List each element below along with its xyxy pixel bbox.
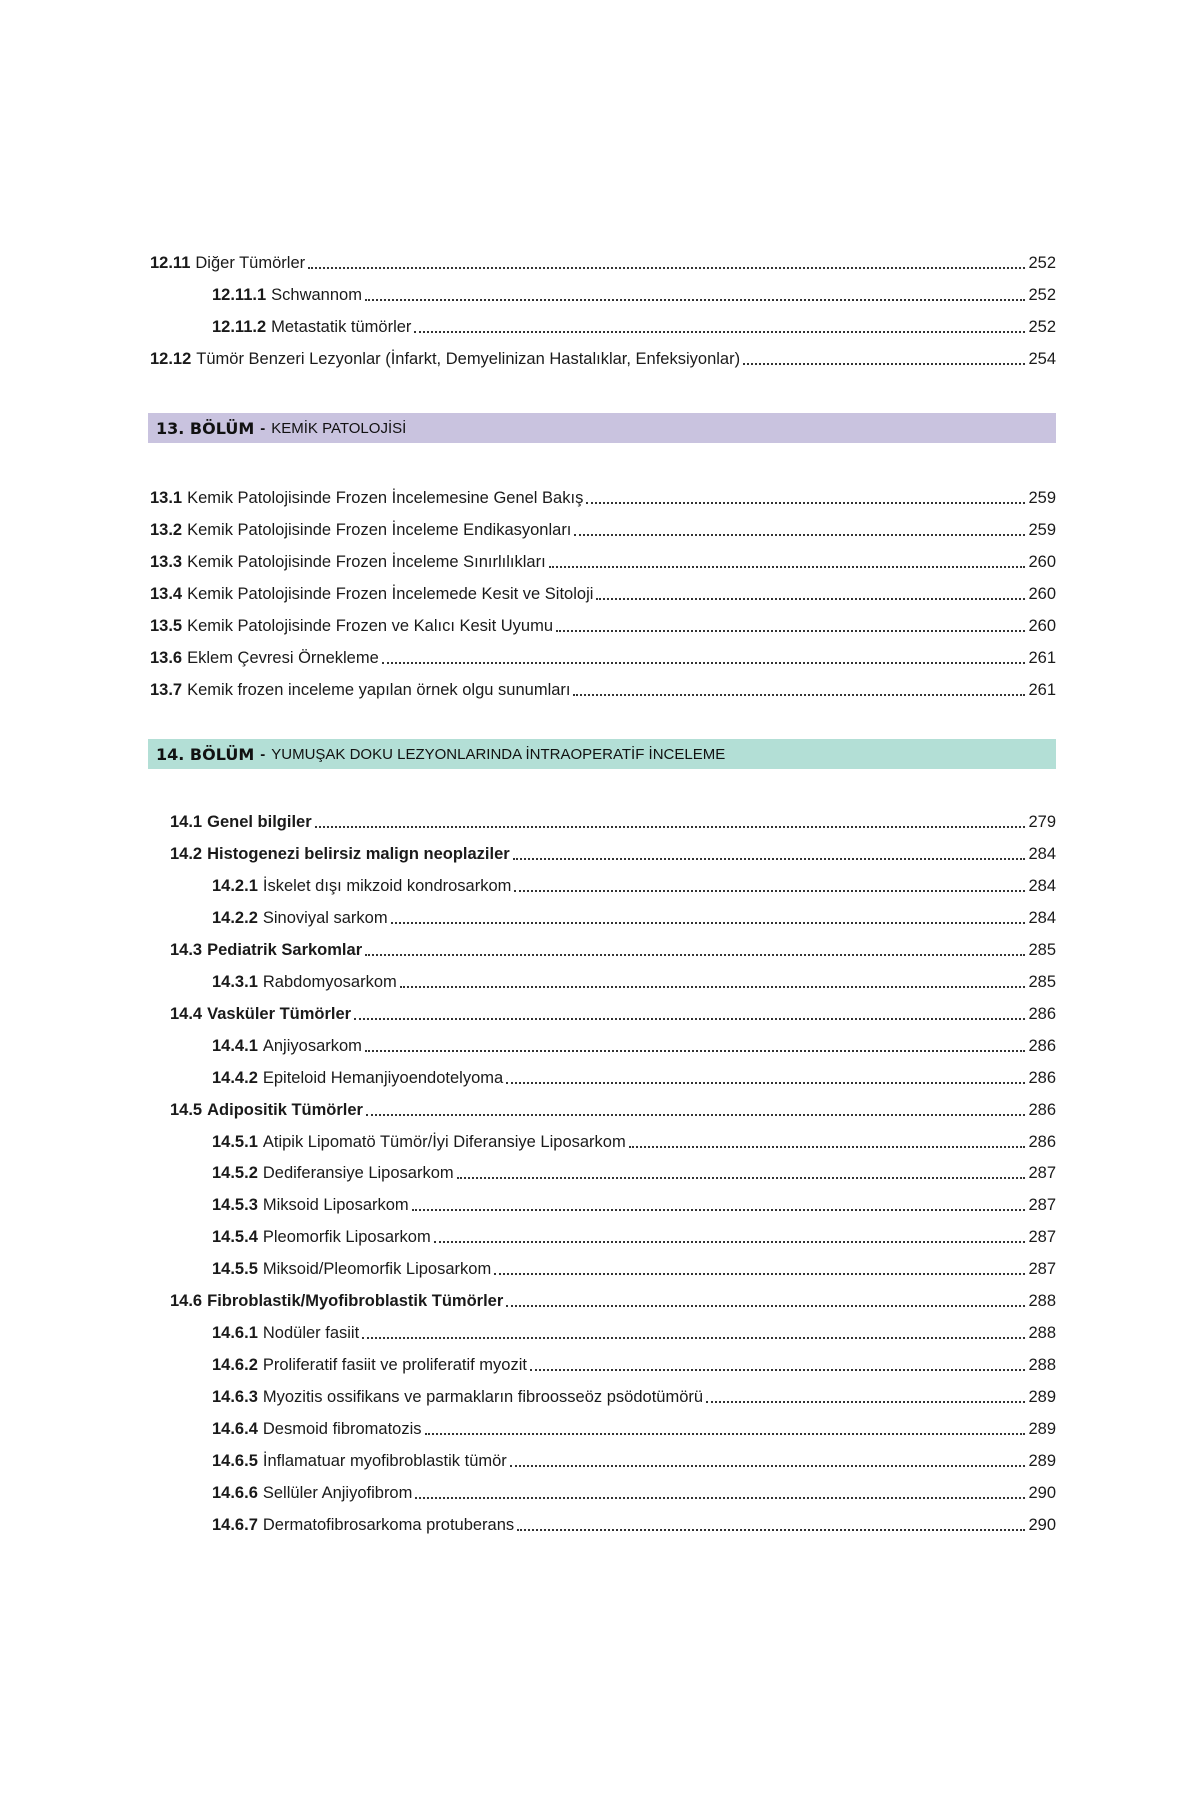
dot-leader xyxy=(517,1529,1025,1531)
dot-leader xyxy=(382,662,1026,664)
dot-leader xyxy=(574,534,1025,536)
dot-leader xyxy=(365,1050,1026,1052)
toc-entry[interactable] xyxy=(150,614,1056,638)
section-number: 14.2 xyxy=(170,844,203,863)
page-number: 286 xyxy=(1028,1132,1056,1151)
page-number: 288 xyxy=(1028,1324,1056,1343)
dot-leader xyxy=(549,566,1026,568)
toc-entry[interactable] xyxy=(212,1481,1056,1505)
toc-entry[interactable] xyxy=(212,1353,1056,1377)
chapter-14-banner xyxy=(148,739,1056,769)
section-title: Pediatrik Sarkomlar xyxy=(207,940,363,959)
page-number: 287 xyxy=(1028,1228,1056,1247)
section-title: Miksoid/Pleomorfik Liposarkom xyxy=(262,1260,492,1279)
toc-entry[interactable] xyxy=(212,1066,1056,1090)
dot-leader xyxy=(506,1305,1025,1307)
toc-entry[interactable] xyxy=(150,582,1056,606)
page-number: 286 xyxy=(1028,1068,1056,1087)
dot-leader xyxy=(596,598,1025,600)
toc-entry-12-11[interactable] xyxy=(150,251,1056,275)
toc-entry[interactable] xyxy=(170,810,1056,834)
chapter-title: KEMİK PATOLOJİSİ xyxy=(271,419,407,437)
section-number: 14.5.1 xyxy=(212,1132,258,1151)
dot-leader xyxy=(629,1146,1026,1148)
section-number: 13.1 xyxy=(150,489,183,507)
dot-leader xyxy=(366,1114,1025,1116)
section-title: Adipositik Tümörler xyxy=(207,1100,363,1119)
toc-entry[interactable] xyxy=(170,1098,1056,1122)
section-number: 14.6 xyxy=(170,1292,203,1311)
section-title: Myozitis ossifikans ve parmakların fibroosseöz psödotümörü xyxy=(262,1388,704,1407)
section-title: Fibroblastik/Myofibroblastik Tümörler xyxy=(207,1292,504,1311)
section-title: Dediferansiye Liposarkom xyxy=(262,1164,454,1183)
page-number: 290 xyxy=(1028,1483,1056,1502)
chapter-separator: - xyxy=(260,745,266,763)
dot-leader xyxy=(586,502,1025,504)
dot-leader xyxy=(362,1337,1025,1339)
section-number: 14.4.2 xyxy=(212,1068,258,1087)
page-number: 252 xyxy=(1028,254,1056,272)
toc-entry[interactable] xyxy=(212,1161,1056,1185)
dot-leader xyxy=(425,1433,1026,1435)
section-number: 14.3.1 xyxy=(212,972,258,991)
section-title: Desmoid fibromatozis xyxy=(262,1420,422,1439)
page-number: 260 xyxy=(1028,585,1056,603)
page-number: 288 xyxy=(1028,1356,1056,1375)
dot-leader xyxy=(743,363,1025,365)
dot-leader xyxy=(434,1241,1026,1243)
toc-entry[interactable] xyxy=(212,1513,1056,1537)
section-title: Anjiyosarkom xyxy=(262,1036,362,1055)
section-number: 14.6.5 xyxy=(212,1452,258,1470)
page-number: 252 xyxy=(1028,286,1056,304)
chapter-number: 13. BÖLÜM xyxy=(156,418,255,438)
dot-leader xyxy=(414,331,1025,333)
section-number: 14.5.2 xyxy=(212,1164,258,1183)
section-number: 14.2.1 xyxy=(212,876,258,895)
page-number: 289 xyxy=(1028,1420,1056,1439)
page-number: 286 xyxy=(1028,1004,1056,1023)
section-number: 12.11.2 xyxy=(212,318,267,336)
dot-leader xyxy=(400,986,1026,988)
section-number: 14.1 xyxy=(170,813,203,831)
section-title: Kemik Patolojisinde Frozen İnceleme Endikasyonları xyxy=(187,521,572,539)
toc-entry[interactable] xyxy=(212,970,1056,994)
toc-entry[interactable] xyxy=(212,1225,1056,1249)
dot-leader xyxy=(494,1273,1025,1275)
section-title: Kemik frozen inceleme yapılan örnek olgu sunumları xyxy=(187,681,571,699)
toc-entry[interactable] xyxy=(150,486,1056,510)
toc-entry-12-11-2[interactable] xyxy=(212,315,1056,339)
toc-entry[interactable] xyxy=(150,646,1056,670)
section-title: Atipik Lipomatö Tümör/İyi Diferansiye Liposarkom xyxy=(262,1132,626,1151)
chapter-separator: - xyxy=(260,419,266,437)
section-number: 12.12 xyxy=(150,350,192,368)
section-title: Nodüler fasiit xyxy=(262,1324,360,1343)
dot-leader xyxy=(573,694,1025,696)
section-number: 12.11 xyxy=(150,254,191,272)
section-number: 13.4 xyxy=(150,585,183,603)
page-number: 284 xyxy=(1028,876,1056,895)
page-number: 290 xyxy=(1028,1515,1056,1534)
page-number: 279 xyxy=(1028,813,1056,831)
page-number: 259 xyxy=(1028,521,1056,539)
dot-leader xyxy=(506,1082,1025,1084)
chapter-13-banner xyxy=(148,413,1056,443)
page-number: 284 xyxy=(1028,908,1056,927)
toc-entry-12-11-1[interactable] xyxy=(212,283,1056,307)
section-title: Diğer Tümörler xyxy=(195,254,306,272)
section-title: Miksoid Liposarkom xyxy=(262,1196,409,1215)
toc-entry[interactable] xyxy=(150,518,1056,542)
toc-entry[interactable] xyxy=(150,678,1056,702)
section-number: 14.6.6 xyxy=(212,1483,258,1502)
section-title: Eklem Çevresi Örnekleme xyxy=(187,649,379,667)
dot-leader xyxy=(308,267,1025,269)
dot-leader xyxy=(354,1018,1025,1020)
dot-leader xyxy=(315,826,1026,828)
section-number: 13.6 xyxy=(150,649,183,667)
section-title: İnflamatuar myofibroblastik tümör xyxy=(262,1452,507,1470)
section-title: Schwannom xyxy=(271,286,362,304)
dot-leader xyxy=(365,954,1025,956)
toc-entry-12-12[interactable] xyxy=(150,347,1056,371)
page-number: 252 xyxy=(1028,318,1056,336)
section-title: Sellüler Anjiyofibrom xyxy=(262,1483,413,1502)
chapter-title: YUMUŞAK DOKU LEZYONLARINDA İNTRAOPERATİF İNCELEME xyxy=(271,745,726,763)
section-title: Rabdomyosarkom xyxy=(262,972,397,991)
page-number: 285 xyxy=(1028,940,1056,959)
page-number: 289 xyxy=(1028,1452,1056,1470)
page-number: 260 xyxy=(1028,617,1056,635)
dot-leader xyxy=(365,299,1026,301)
page-number: 286 xyxy=(1028,1036,1056,1055)
page-number: 287 xyxy=(1028,1260,1056,1279)
page-number: 286 xyxy=(1028,1100,1056,1119)
section-number: 14.5.4 xyxy=(212,1228,258,1247)
section-number: 13.2 xyxy=(150,521,183,539)
section-title: Kemik Patolojisinde Frozen ve Kalıcı Kesit Uyumu xyxy=(187,617,554,635)
toc-entry[interactable] xyxy=(212,1034,1056,1058)
dot-leader xyxy=(530,1369,1026,1371)
page-number: 259 xyxy=(1028,489,1056,507)
section-number: 13.3 xyxy=(150,553,183,571)
section-number: 14.6.3 xyxy=(212,1388,258,1407)
dot-leader xyxy=(556,630,1025,632)
toc-entry[interactable] xyxy=(212,1385,1056,1409)
dot-leader xyxy=(513,858,1026,860)
page-number: 287 xyxy=(1028,1196,1056,1215)
page-number: 287 xyxy=(1028,1164,1056,1183)
toc-entry[interactable] xyxy=(212,1321,1056,1345)
section-title: Sinoviyal sarkom xyxy=(262,908,388,927)
toc-entry[interactable] xyxy=(212,1130,1056,1154)
toc-entry[interactable] xyxy=(212,1449,1056,1473)
section-title: Dermatofibrosarkoma protuberans xyxy=(262,1515,515,1534)
section-number: 12.11.1 xyxy=(212,286,267,304)
dot-leader xyxy=(391,922,1026,924)
page-number: 261 xyxy=(1028,649,1056,667)
section-title: Proliferatif fasiit ve proliferatif myozit xyxy=(262,1356,527,1375)
toc-entry[interactable] xyxy=(170,938,1056,962)
toc-entry[interactable] xyxy=(212,874,1056,898)
section-number: 14.6.2 xyxy=(212,1356,258,1375)
section-number: 14.3 xyxy=(170,940,203,959)
toc-entry[interactable] xyxy=(212,1257,1056,1281)
section-number: 13.5 xyxy=(150,617,183,635)
page-number: 288 xyxy=(1028,1292,1056,1311)
toc-entry[interactable] xyxy=(212,906,1056,930)
toc-entry[interactable] xyxy=(212,1193,1056,1217)
section-number: 14.6.7 xyxy=(212,1515,258,1534)
section-number: 13.7 xyxy=(150,681,183,699)
dot-leader xyxy=(510,1465,1026,1467)
section-number: 14.5.3 xyxy=(212,1196,258,1215)
dot-leader xyxy=(412,1209,1026,1211)
section-number: 14.5.5 xyxy=(212,1260,258,1279)
page-number: 284 xyxy=(1028,844,1056,863)
dot-leader xyxy=(457,1177,1026,1179)
toc-entry[interactable] xyxy=(170,1289,1056,1313)
section-title: İskelet dışı mikzoid kondrosarkom xyxy=(262,876,512,895)
section-number: 14.2.2 xyxy=(212,908,258,927)
toc-entry[interactable] xyxy=(150,550,1056,574)
page-number: 261 xyxy=(1028,681,1056,699)
section-title: Pleomorfik Liposarkom xyxy=(262,1228,431,1247)
page-number: 285 xyxy=(1028,972,1056,991)
section-title: Kemik Patolojisinde Frozen İnceleme Sınırlılıkları xyxy=(187,553,546,571)
section-title: Kemik Patolojisinde Frozen İncelemesine Genel Bakış xyxy=(187,489,584,507)
dot-leader xyxy=(514,890,1025,892)
toc-entry[interactable] xyxy=(170,1002,1056,1026)
toc-entry[interactable] xyxy=(170,842,1056,866)
page-number: 254 xyxy=(1028,350,1056,368)
toc-entry[interactable] xyxy=(212,1417,1056,1441)
section-number: 14.6.1 xyxy=(212,1324,258,1343)
section-number: 14.4 xyxy=(170,1004,203,1023)
section-number: 14.5 xyxy=(170,1100,203,1119)
page-number: 289 xyxy=(1028,1388,1056,1407)
section-title: Genel bilgiler xyxy=(207,813,312,831)
section-title: Vasküler Tümörler xyxy=(207,1004,352,1023)
chapter-number: 14. BÖLÜM xyxy=(156,744,255,764)
dot-leader xyxy=(415,1497,1025,1499)
section-title: Tümör Benzeri Lezyonlar (İnfarkt, Demyelinizan Hastalıklar, Enfeksiyonlar) xyxy=(196,350,741,368)
page-number: 260 xyxy=(1028,553,1056,571)
section-title: Kemik Patolojisinde Frozen İncelemede Kesit ve Sitoloji xyxy=(187,585,594,603)
section-number: 14.6.4 xyxy=(212,1420,258,1439)
section-title: Metastatik tümörler xyxy=(271,318,412,336)
section-number: 14.4.1 xyxy=(212,1036,258,1055)
section-title: Epiteloid Hemanjiyoendotelyoma xyxy=(262,1068,504,1087)
dot-leader xyxy=(706,1401,1025,1403)
section-title: Histogenezi belirsiz malign neoplaziler xyxy=(207,844,510,863)
